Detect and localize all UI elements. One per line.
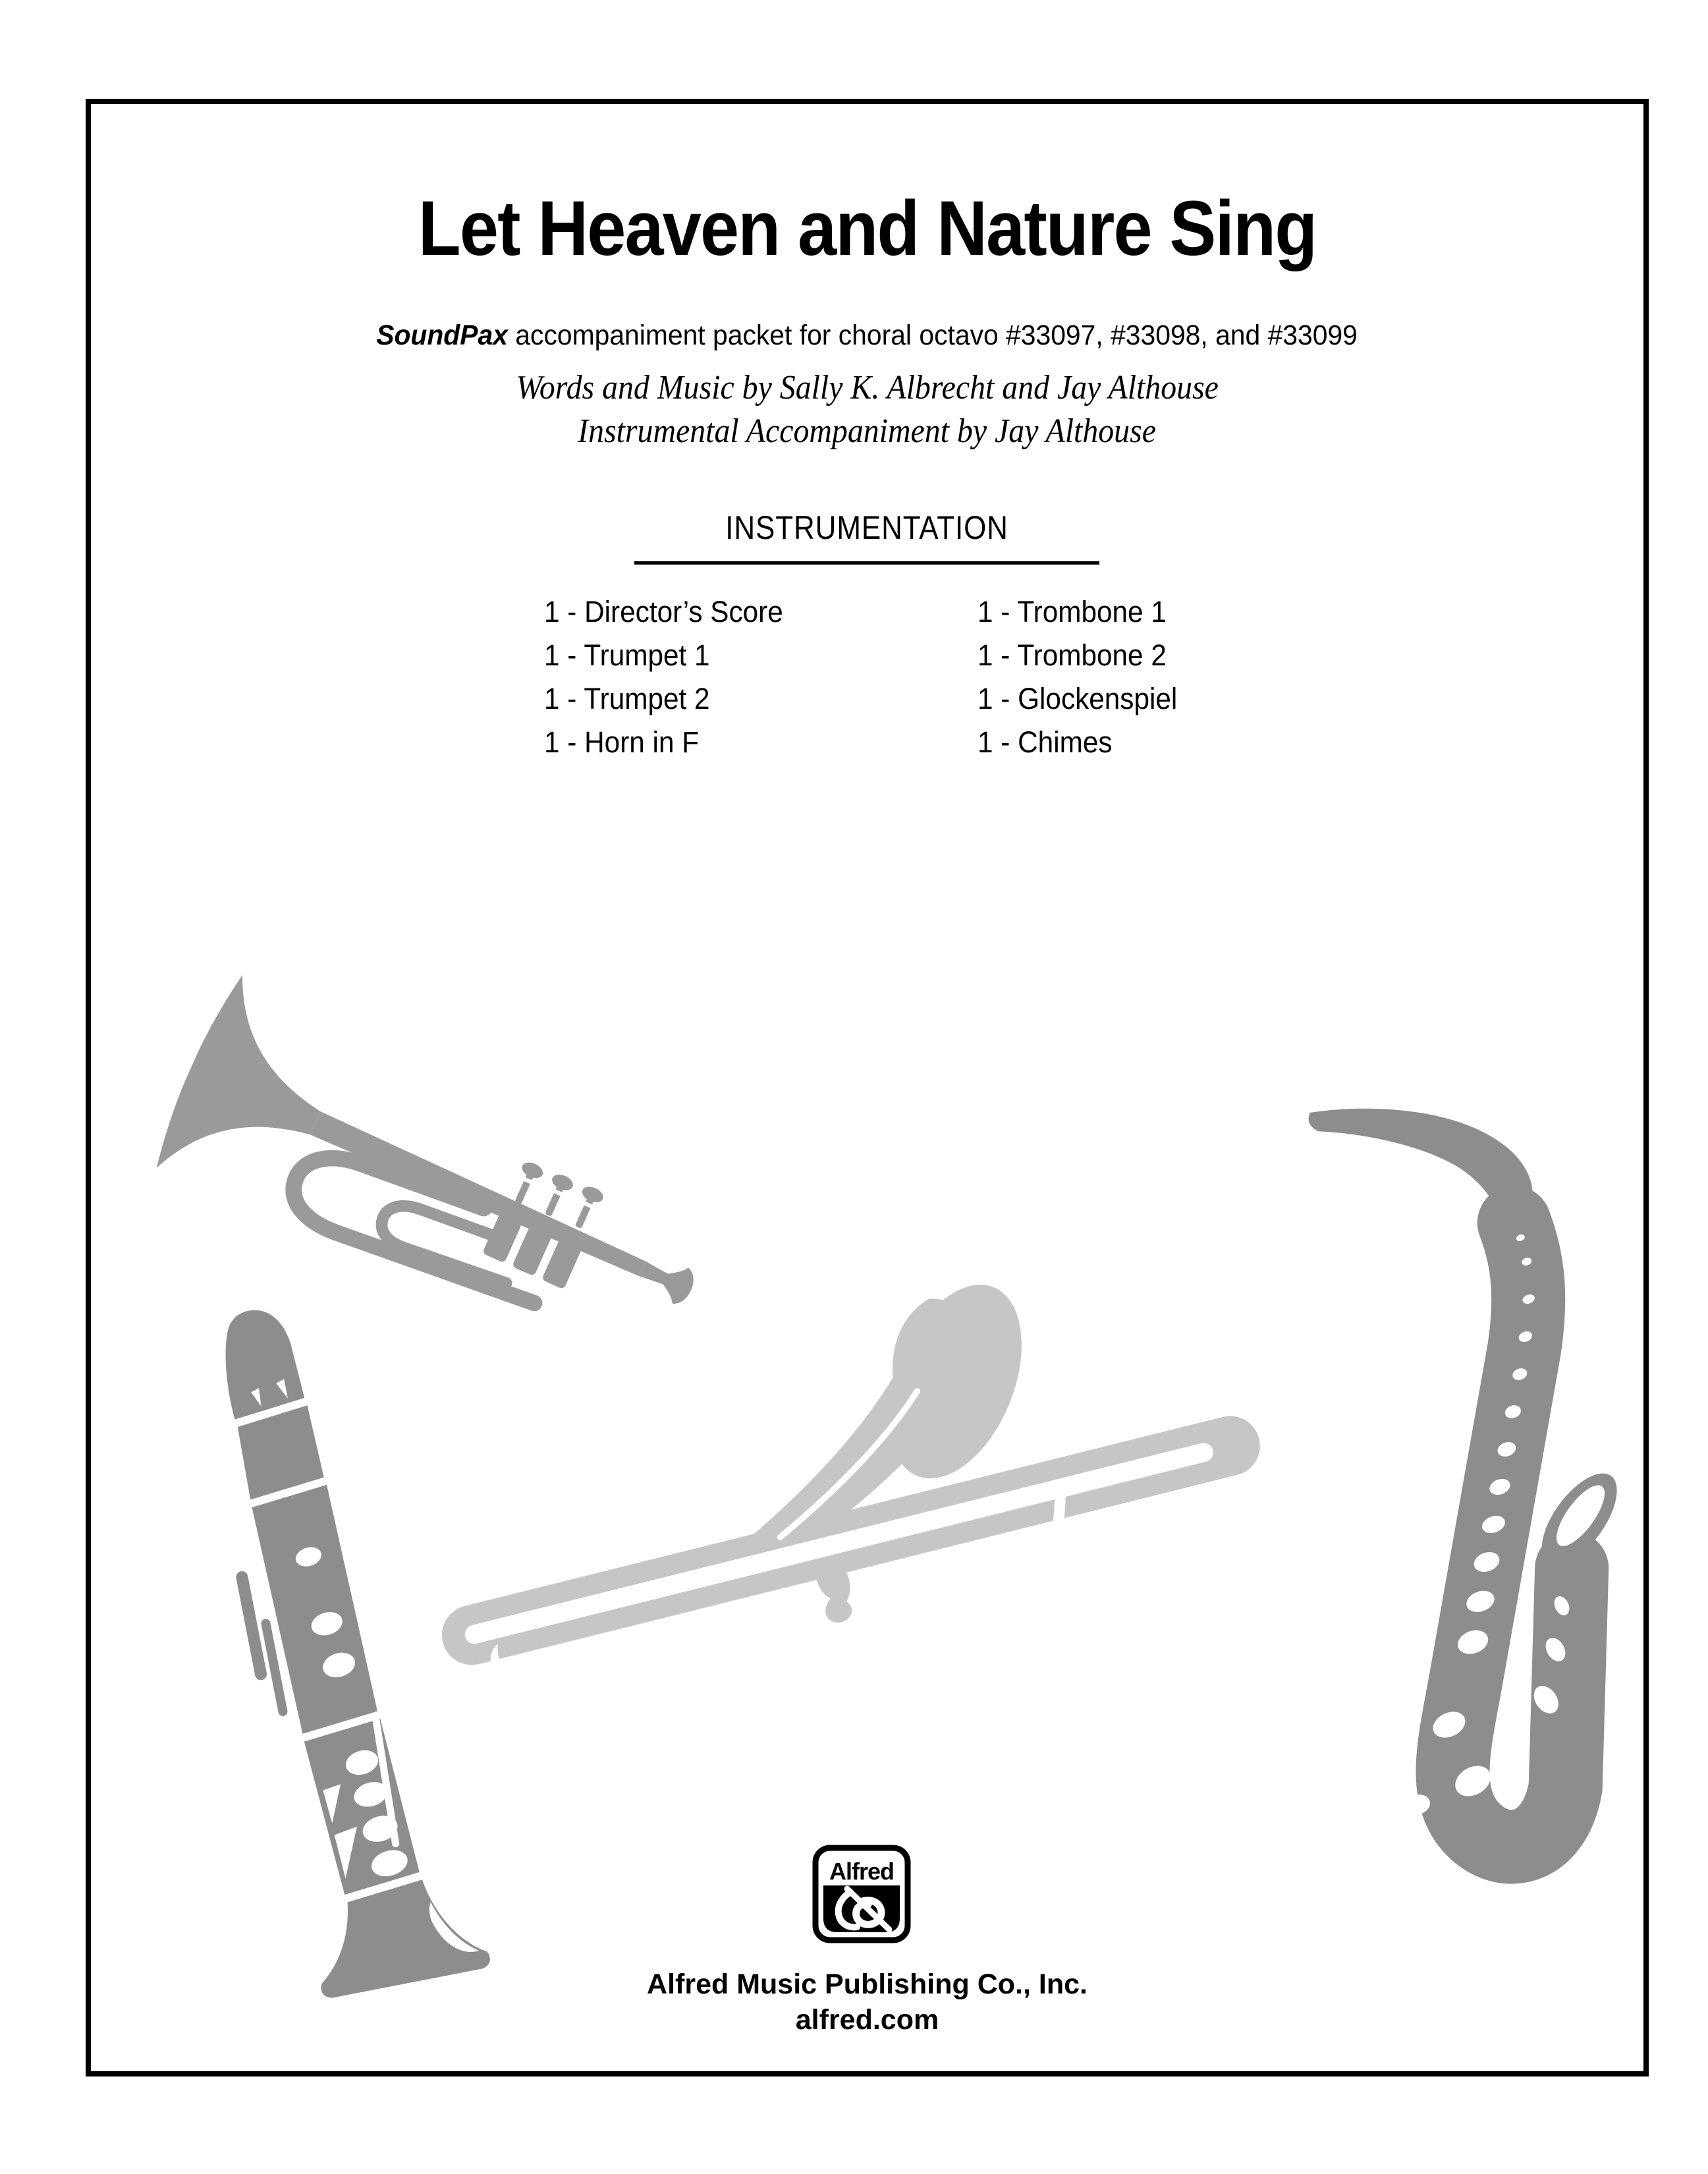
instrumentation-rule (634, 561, 1099, 565)
list-item: 1 - Horn in F (544, 725, 700, 759)
saxophone-icon (1261, 1074, 1624, 1887)
subtitle-text: accompaniment packet for choral octavo #33097, #33098, and #33099 (508, 320, 1358, 351)
alfred-logo (812, 1845, 911, 1943)
instrumentation-left-column (544, 590, 798, 764)
list-item: 1 - Trumpet 1 (544, 638, 710, 672)
website-line: alfred.com (795, 2004, 939, 2036)
list-item: 1 - Glockenspiel (978, 682, 1178, 715)
list-item: 1 - Trombone 2 (978, 638, 1167, 672)
page-title-text: Let Heaven and Nature Sing (418, 185, 1317, 272)
list-item: 1 - Director’s Score (544, 595, 783, 628)
instrumentation-heading: INSTRUMENTATION (725, 509, 1009, 546)
list-item: 1 - Trombone 1 (978, 595, 1167, 628)
subtitle (86, 319, 1649, 353)
soundpax-brand: SoundPax (376, 320, 509, 351)
instrumentation-right-column (978, 590, 1190, 764)
list-item: 1 - Chimes (978, 725, 1113, 759)
credit-line-1: Words and Music by Sally K. Albrecht and Jay Althouse (516, 369, 1219, 406)
alfred-logo-text: Alfred (829, 1858, 895, 1885)
page-title (86, 185, 1649, 272)
publisher-line: Alfred Music Publishing Co., Inc. (647, 1968, 1088, 2000)
list-item: 1 - Trumpet 2 (544, 682, 710, 715)
credit-line-2: Instrumental Accompaniment by Jay Althouse (578, 412, 1157, 450)
instrumentation-list (86, 590, 1649, 764)
